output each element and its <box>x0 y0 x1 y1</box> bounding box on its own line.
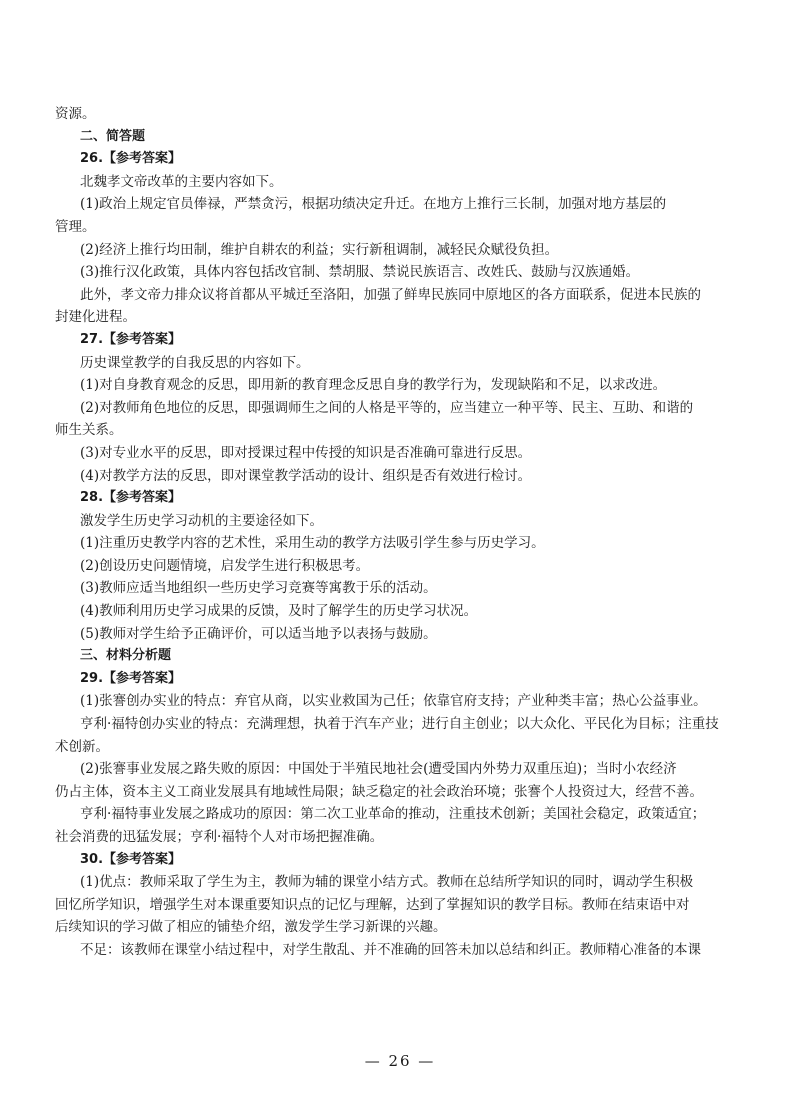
text-line: (1)注重历史教学内容的艺术性，采用生动的教学方法吸引学生参与历史学习。 <box>80 535 545 552</box>
text-line: 回忆所学知识，增强学生对本课重要知识点的记忆与理解，达到了掌握知识的教学目标。教师在结束语中对 <box>55 896 690 913</box>
text-line: 亨利·福特事业发展之路成功的原因：第二次工业革命的推动，注重技术创新；美国社会稳定，政策适宜； <box>80 806 706 823</box>
page-number: — 26 — <box>364 1052 436 1070</box>
text-line: 26.【参考答案】 <box>80 151 182 167</box>
text-line: (3)对专业水平的反思，即对授课过程中传授的知识是否准确可靠进行反思。 <box>80 444 532 461</box>
text-line: 北魏孝文帝改革的主要内容如下。 <box>80 173 283 190</box>
text-line: (1)政治上规定官员俸禄，严禁贪污，根据功绩决定升迁。在地方上推行三长制，加强对地方基层的 <box>80 196 667 213</box>
text-line: 二、简答题 <box>80 128 146 144</box>
text-line: (3)教师应适当地组织一些历史学习竞赛等寓教于乐的活动。 <box>80 580 437 597</box>
text-line: (1)优点：教师采取了学生为主，教师为辅的课堂小结方式。教师在总结所学知识的同时，调动学生积极 <box>80 874 694 891</box>
text-line: 不足：该教师在课堂小结过程中，对学生散乱、并不准确的回答未加以总结和纠正。教师精心准备的本课 <box>80 941 701 958</box>
text-line: 三、材料分析题 <box>80 648 172 664</box>
text-line: (4)对教学方法的反思，即对课堂教学活动的设计、组织是否有效进行检讨。 <box>80 467 532 484</box>
text-line: 后续知识的学习做了相应的铺垫介绍，激发学生学习新课的兴趣。 <box>55 919 447 936</box>
text-line: 资源。 <box>55 106 96 122</box>
text-line: 管理。 <box>55 218 96 235</box>
text-line: 封建化进程。 <box>55 309 136 326</box>
text-line: (2)经济上推行均田制，维护自耕农的利益；实行新租调制，减轻民众赋役负担。 <box>80 241 559 258</box>
text-line: 28.【参考答案】 <box>80 490 182 506</box>
text-line: 此外，孝文帝力排众议将首都从平城迁至洛阳，加强了鲜卑民族同中原地区的各方面联系，促进本民族的 <box>80 286 701 303</box>
text-line: (1)张謇创办实业的特点：弃官从商，以实业救国为己任；依靠官府支持；产业种类丰富；热心公益事业。 <box>80 693 707 710</box>
text-line: 27.【参考答案】 <box>80 331 182 347</box>
document-body <box>55 103 743 962</box>
text-line: 亨利·福特创办实业的特点：充满理想，执着于汽车产业；进行自主创业；以大众化、平民化为目标；注重技 <box>80 716 719 733</box>
text-line: (2)创设历史问题情境，启发学生进行积极思考。 <box>80 557 370 574</box>
text-line: (2)张謇事业发展之路失败的原因：中国处于半殖民地社会(遭受国内外势力双重压迫)；当时小农经济 <box>80 761 677 778</box>
text-line: 29.【参考答案】 <box>80 670 182 686</box>
text-line: (1)对自身教育观念的反思，即用新的教育理念反思自身的教学行为，发现缺陷和不足，以求改进。 <box>80 377 667 394</box>
text-line: 历史课堂教学的自我反思的内容如下。 <box>80 354 310 371</box>
text-line: 术创新。 <box>55 738 109 755</box>
text-line: (3)推行汉化政策，具体内容包括改官制、禁胡服、禁说民族语言、改姓氏、鼓励与汉族通婚。 <box>80 264 640 281</box>
text-line: 仍占主体，资本主义工商业发展具有地域性局限；缺乏稳定的社会政治环境；张謇个人投资过大，经营不善。 <box>55 783 703 800</box>
text-line: (5)教师对学生给予正确评价，可以适当地予以表扬与鼓励。 <box>80 625 437 642</box>
text-line: (4)教师利用历史学习成果的反馈，及时了解学生的历史学习状况。 <box>80 603 478 620</box>
text-line: 30.【参考答案】 <box>80 851 182 867</box>
text-line: 社会消费的迅猛发展；亨利·福特个人对市场把握准确。 <box>55 829 384 845</box>
text-line: (2)对教师角色地位的反思，即强调师生之间的人格是平等的，应当建立一种平等、民主、互助、和谐的 <box>80 399 694 416</box>
text-line: 师生关系。 <box>55 422 123 439</box>
text-line: 激发学生历史学习动机的主要途径如下。 <box>80 512 323 529</box>
